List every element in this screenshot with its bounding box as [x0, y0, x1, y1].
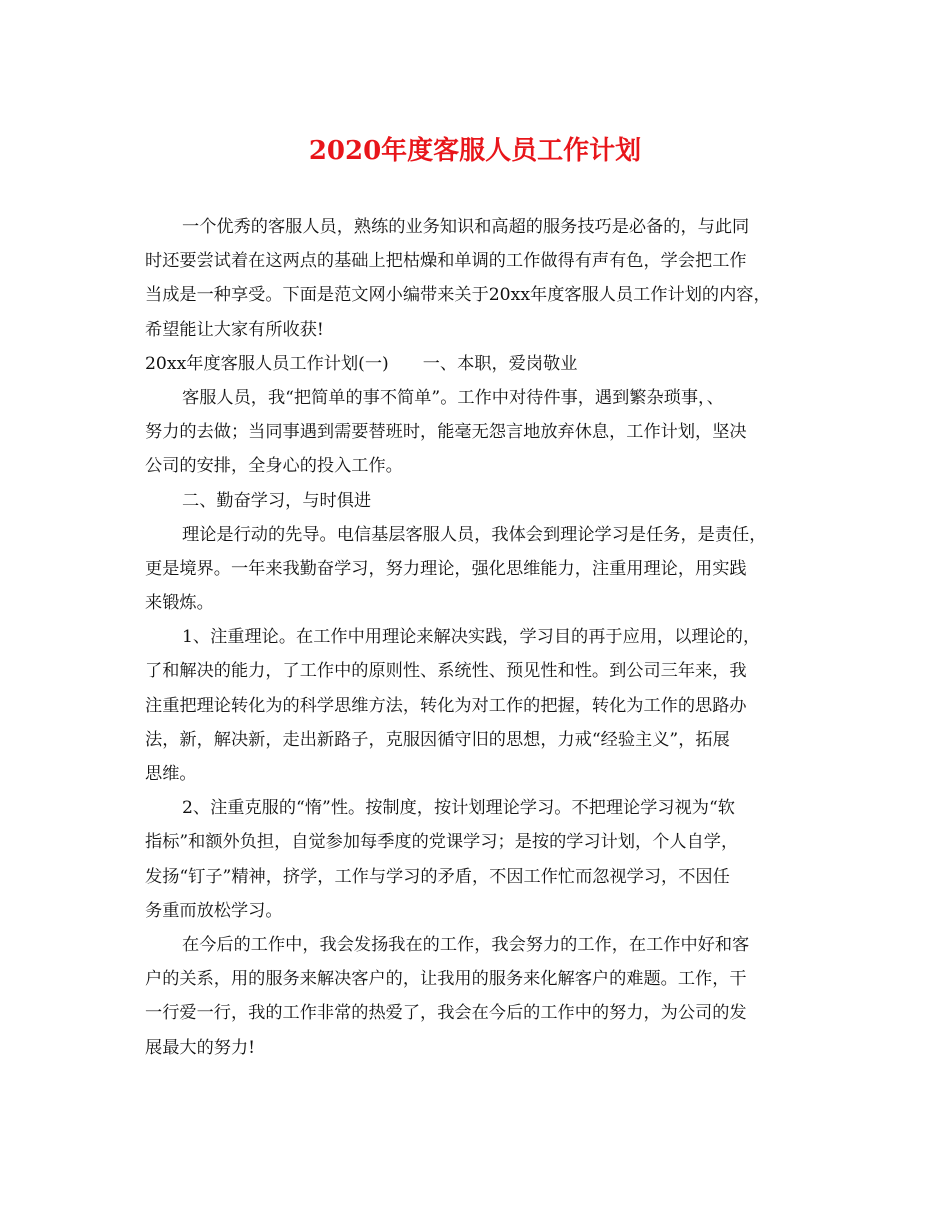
text-line [145, 347, 815, 381]
text-line [145, 723, 815, 757]
text-line-content: 当成是一种享受。下面是范文网小编带来关于20xx年度客服人员工作计划的内容， [145, 285, 771, 306]
text-line-content: 展最大的努力! [145, 1037, 256, 1058]
document-title: 2020年度客服人员工作计划 [308, 136, 642, 166]
text-line-content: 户的关系，用的服务来解决客户的，让我用的服务来化解客户的难题。工作，干 [145, 969, 747, 990]
text-line [145, 415, 815, 449]
text-line [145, 449, 815, 483]
text-line-content: 来锻炼。 [145, 593, 214, 614]
text-line [145, 860, 815, 894]
text-line-content: 努力的去做；当同事遇到需要替班时，能毫无怨言地放弃休息，工作计划，坚决 [145, 422, 747, 443]
text-line-content: 法，新，解决新，走出新路子，克服因循守旧的思想，力戒“经验主义”，拓展 [145, 729, 730, 750]
text-line-content: 一个优秀的客服人员，熟练的业务知识和高超的服务技巧是必备的，与此同 [182, 217, 750, 237]
text-line-content: 务重而放松学习。 [145, 900, 283, 921]
text-line [145, 244, 815, 278]
text-line [145, 381, 815, 415]
text-line [145, 689, 815, 723]
text-line [145, 313, 815, 347]
text-line [145, 791, 815, 825]
text-line-content: 20xx年度客服人员工作计划(一) [145, 353, 389, 374]
text-line [145, 620, 815, 654]
text-line-content: 了和解决的能力，了工作中的原则性、系统性、预见性和性。到公司三年来，我 [145, 661, 747, 682]
text-line-content: 更是境界。一年来我勤奋学习，努力理论，强化思维能力，注重用理论，用实践 [145, 558, 747, 579]
text-line [145, 1031, 815, 1065]
text-line-content: 指标”和额外负担，自觉参加每季度的党课学习；是按的学习计划，个人自学， [145, 832, 739, 853]
text-line-content: 注重把理论转化为的科学思维方法，转化为对工作的把握，转化为工作的思路办 [145, 695, 747, 716]
text-line [145, 518, 815, 552]
text-line [145, 825, 815, 859]
text-line [145, 654, 815, 688]
text-line-content: 公司的安排，全身心的投入工作。 [145, 456, 403, 477]
text-line-content: 二、勤奋学习，与时俱进 [182, 490, 372, 511]
text-line [145, 484, 815, 518]
text-line [145, 552, 815, 586]
text-line [145, 210, 815, 244]
text-line-content: 在今后的工作中，我会发扬我在的工作，我会努力的工作，在工作中好和客 [182, 934, 750, 955]
text-line [145, 278, 815, 312]
text-line-content: 理论是行动的先导。电信基层客服人员，我体会到理论学习是任务，是责任， [182, 524, 767, 545]
text-line-content: 希望能让大家有所收获! [145, 319, 324, 340]
text-line [145, 586, 815, 620]
text-line-content: 1、注重理论。在工作中用理论来解决实践，学习目的再于应用，以理论的， [182, 627, 761, 648]
text-line-content: 时还要尝试着在这两点的基础上把枯燥和单调的工作做得有声有色，学会把工作 [145, 251, 747, 272]
text-line [145, 996, 815, 1030]
text-line-content: 思维。 [145, 764, 197, 784]
text-line [145, 894, 815, 928]
text-line [145, 757, 815, 791]
text-line [145, 962, 815, 996]
text-line-content: 客服人员，我“把简单的事不简单”。工作中对待件事，遇到繁杂琐事，、 [182, 387, 724, 408]
document-body [145, 210, 815, 1065]
text-line-content: 2、注重克服的“惰”性。按制度，按计划理论学习。不把理论学习视为“软 [182, 798, 735, 819]
text-line-heading: 一、本职，爱岗敬业 [422, 353, 578, 374]
text-line-content: 发扬“钉子”精神，挤学，工作与学习的矛盾，不因工作忙而忽视学习，不因任 [145, 866, 730, 887]
text-line-content: 一行爱一行，我的工作非常的热爱了，我会在今后的工作中的努力，为公司的发 [145, 1003, 747, 1024]
text-line [145, 928, 815, 962]
